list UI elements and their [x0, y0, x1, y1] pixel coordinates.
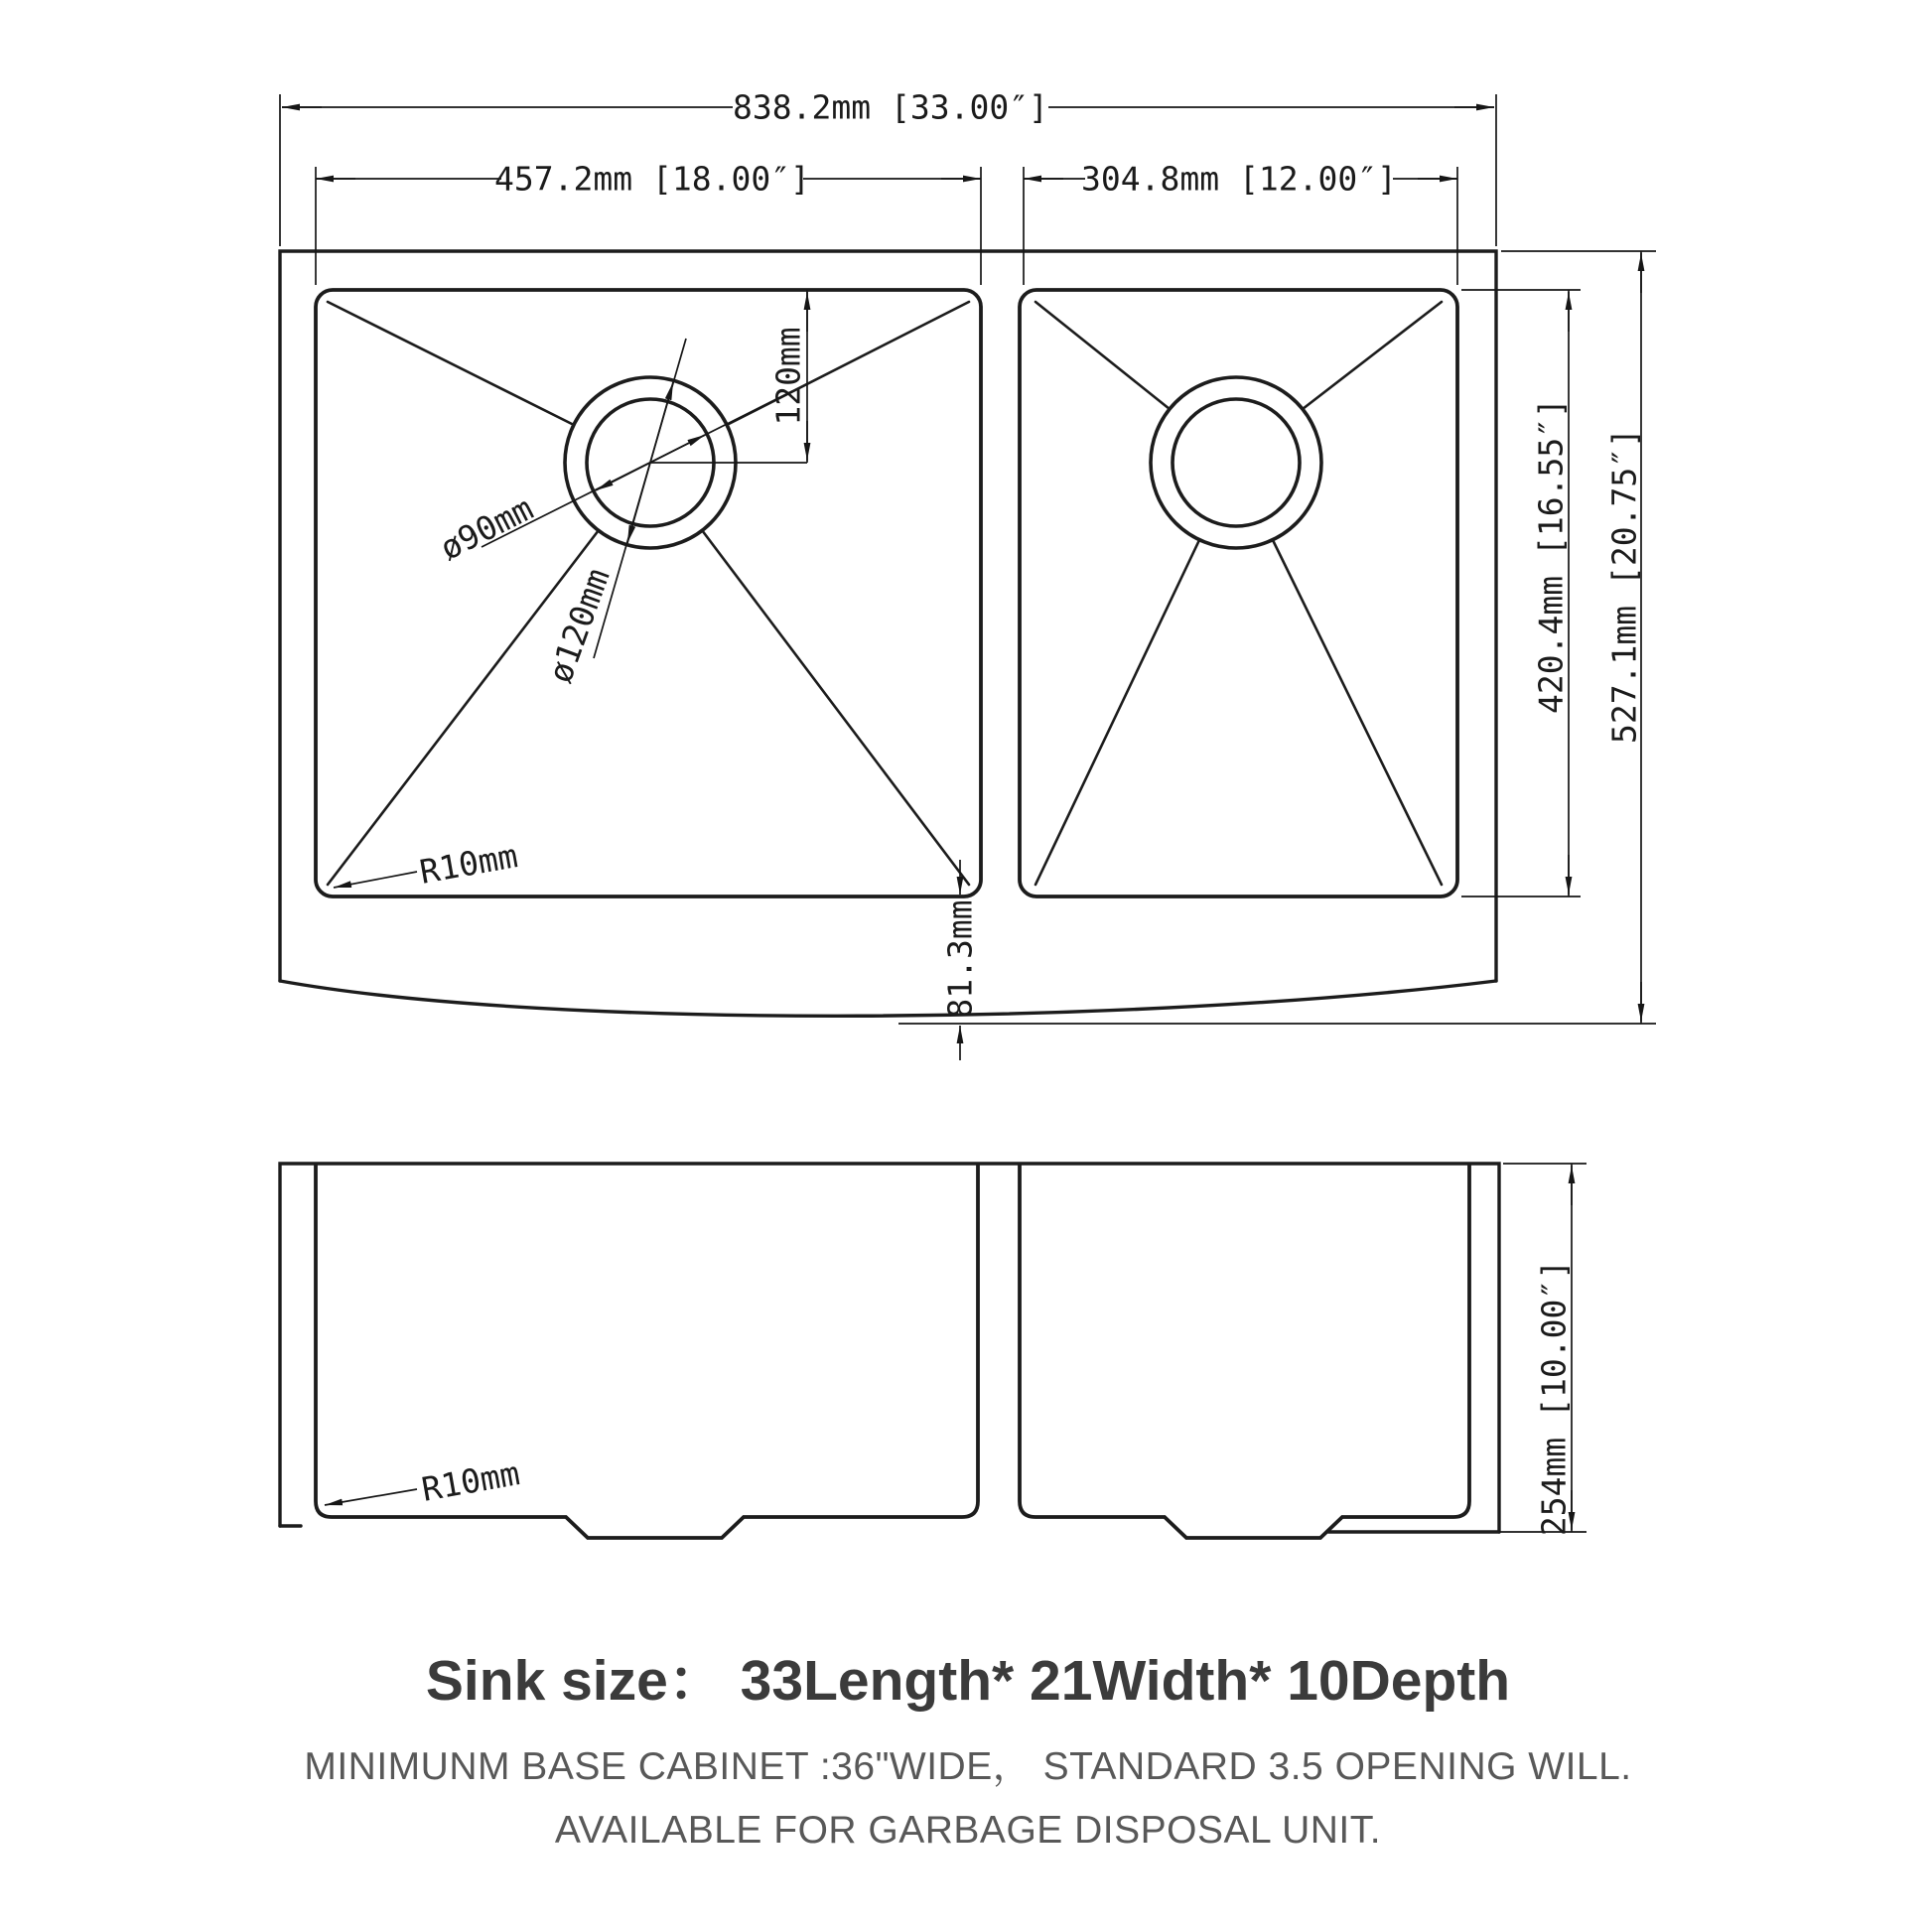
- sink-height-label: 254mm [10.00″]: [1534, 1259, 1574, 1537]
- left-bowl-diagonal-bl: [328, 530, 599, 885]
- garbage-disposal-note: AVAILABLE FOR GARBAGE DISPOSAL UNIT.: [554, 1809, 1382, 1852]
- right-drain-outer-circle: [1151, 377, 1321, 548]
- bowl-front-back-label: 420.4mm [16.55″]: [1531, 398, 1571, 714]
- right-bowl-diagonal-br: [1273, 540, 1442, 885]
- corner-radius-top-label: R10mm: [416, 836, 521, 892]
- right-drain-inner-circle: [1173, 399, 1300, 526]
- drain-outer-dia-label: ø120mm: [540, 563, 618, 688]
- left-bowl-diagonal-tl: [328, 302, 574, 425]
- dim-apron-overhang: [941, 860, 980, 1060]
- right-bowl-diagonal-tr: [1303, 302, 1442, 409]
- dim-corner-radius-top: [334, 836, 520, 892]
- overall-front-back-label: 527.1mm [20.75″]: [1604, 428, 1644, 744]
- right-bowl-outline: [1020, 290, 1457, 897]
- footer: [304, 1649, 1631, 1852]
- apron-front-curve: [280, 981, 1496, 1016]
- apron-overhang-label: 81.3mm: [940, 899, 980, 1019]
- corner-radius-front-label: R10mm: [418, 1453, 523, 1509]
- left-bowl-diagonal-br: [702, 530, 969, 885]
- top-view: [280, 251, 1496, 1019]
- dim-bowl-front-back: [1461, 290, 1581, 897]
- dim-right-bowl-width: [1024, 157, 1457, 285]
- overall-width-label: 838.2mm [33.00″]: [733, 87, 1048, 127]
- drain-offset-label: 120mm: [768, 327, 808, 426]
- right-bowl-diagonal-bl: [1035, 540, 1199, 885]
- dim-left-bowl-width: [316, 157, 981, 285]
- front-right-bowl-profile: [1020, 1164, 1469, 1538]
- left-bowl-width-label: 457.2mm [18.00″]: [494, 159, 810, 199]
- dim-corner-radius-front: [325, 1453, 522, 1509]
- dim-drain-offset: [650, 290, 808, 463]
- sink-size-title: Sink size： 33Length* 21Width* 10Depth: [425, 1649, 1511, 1713]
- right-bowl-diagonal-tl: [1035, 302, 1170, 409]
- right-bowl-width-label: 304.8mm [12.00″]: [1081, 159, 1397, 199]
- dim-sink-height: [1499, 1164, 1587, 1536]
- base-cabinet-note: MINIMUNM BASE CABINET :36"WIDE， STANDARD 3.5 OPENING WILL.: [304, 1745, 1632, 1788]
- left-bowl-outline: [316, 290, 981, 897]
- front-left-bowl-profile: [316, 1164, 978, 1538]
- drain-inner-dia-label: ø90mm: [433, 488, 540, 568]
